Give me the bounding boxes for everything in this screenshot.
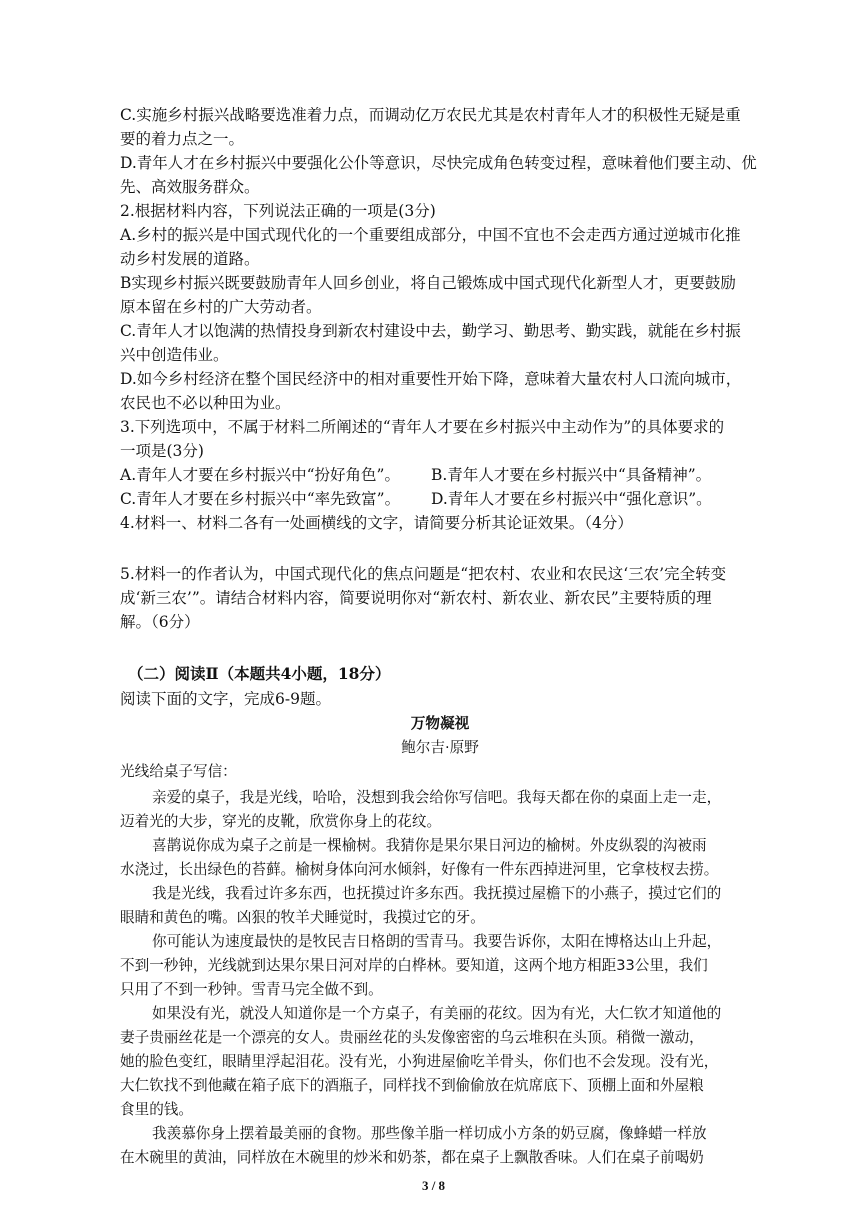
q3-option-d: D.青年人才要在乡村振兴中“强化意识”。 <box>431 490 712 508</box>
section-instruction: 阅读下面的文字，完成6-9题。 <box>120 690 331 708</box>
story-opening: 光线给桌子写信： <box>120 763 237 780</box>
q2-option-b-cont: 原本留在乡村的广大劳动者。 <box>120 298 322 316</box>
story-line: 食里的钱。 <box>120 1101 193 1118</box>
q3-option-c: C.青年人才要在乡村振兴中“率先致富”。 <box>120 490 401 508</box>
q1-option-d: D.青年人才在乡村振兴中要强化公仆等意识，尽快完成角色转变过程，意味着他们要主动、优 <box>120 154 757 172</box>
q2-option-a: A.乡村的振兴是中国式现代化的一个重要组成部分，中国不宜也不会走西方通过逆城市化推 <box>120 226 741 244</box>
q2-stem: 2.根据材料内容，下列说法正确的一项是(3分) <box>120 202 436 220</box>
story-author: 鲍尔吉·原野 <box>401 739 479 756</box>
story-line: 我是光线，我看过许多东西，也抚摸过许多东西。我抚摸过屋檐下的小燕子，摸过它们的 <box>152 885 722 902</box>
q2-option-d: D.如今乡村经济在整个国民经济中的相对重要性开始下降，意味着大量农村人口流向城市， <box>120 370 742 388</box>
story-line: 妻子贵丽丝花是一个漂亮的女人。贵丽丝花的头发像密密的乌云堆积在头顶。稍微一激动， <box>120 1029 704 1046</box>
q3-option-a: A.青年人才要在乡村振兴中“扮好角色”。 <box>120 466 400 484</box>
story-line: 水浇过，长出绿色的苔藓。榆树身体向河水倾斜，好像有一件东西掉进河里，它拿枝杈去捞。 <box>120 861 719 878</box>
q2-option-b: B实现乡村振兴既要鼓励青年人回乡创业，将自己锻炼成中国式现代化新型人才，更要鼓励 <box>120 274 736 292</box>
story-title: 万物凝视 <box>410 715 470 732</box>
q3-stem: 3.下列选项中，不属于材料二所阐述的“青年人才要在乡村振兴中主动作为”的具体要求的 <box>120 418 725 436</box>
q5-line-2: 成‘新三农’”。请结合材料内容，简要说明你对“新农村、新农业、新农民”主要特质的理 <box>120 589 712 607</box>
story-line: 如果没有光，就没人知道你是一个方桌子，有美丽的花纹。因为有光，大仁钦才知道他的 <box>152 1005 722 1022</box>
story-line: 我羡慕你身上摆着最美丽的食物。那些像羊脂一样切成小方条的奶豆腐，像蜂蜡一样放 <box>152 1125 707 1142</box>
story-line: 只用了不到一秒钟。雪青马完全做不到。 <box>120 981 383 998</box>
story-line: 在木碗里的黄油，同样放在木碗里的炒米和奶茶，都在桌子上飘散香味。人们在桌子前喝奶 <box>120 1149 704 1166</box>
q1-option-c-cont: 要的着力点之一。 <box>120 130 245 148</box>
q1-option-c: C.实施乡村振兴战略要选准着力点，而调动亿万农民尤其是农村青年人才的积极性无疑是重 <box>120 106 741 124</box>
q3-option-b: B.青年人才要在乡村振兴中“具备精神”。 <box>431 466 712 484</box>
story-line: 大仁钦找不到他藏在箱子底下的酒瓶子，同样找不到偷偷放在炕席底下、顶棚上面和外屋粮 <box>120 1077 704 1094</box>
story-line: 亲爱的桌子，我是光线，哈哈，没想到我会给你写信吧。我每天都在你的桌面上走一走， <box>152 789 722 806</box>
q5-line-1: 5.材料一的作者认为，中国式现代化的焦点问题是“把农村、农业和农民这‘三农’完全转变 <box>120 565 727 583</box>
story-line: 喜鹊说你成为桌子之前是一棵榆树。我猜你是果尔果日河边的榆树。外皮纵裂的沟被雨 <box>152 837 707 854</box>
story-line: 迈着光的大步，穿光的皮靴，欣赏你身上的花纹。 <box>120 813 442 830</box>
q2-option-a-cont: 动乡村发展的道路。 <box>120 250 260 268</box>
section-heading: （二）阅读Ⅱ（本题共4小题，18分） <box>128 664 391 683</box>
story-line: 她的脸色变红，眼睛里浮起泪花。没有光，小狗进屋偷吃羊骨头，你们也不会发现。没有光， <box>120 1053 719 1070</box>
q4-stem: 4.材料一、材料二各有一处画横线的文字，请简要分析其论证效果。（4分） <box>120 514 633 532</box>
story-line: 眼睛和黄色的嘴。凶狠的牧羊犬睡觉时，我摸过它的牙。 <box>120 909 485 926</box>
q5-line-3: 解。（6分） <box>120 613 200 631</box>
q2-option-c-cont: 兴中创造伟业。 <box>120 346 229 364</box>
q3-stem-cont: 一项是(3分) <box>120 442 204 460</box>
q2-option-d-cont: 农民也不必以种田为业。 <box>120 394 291 412</box>
story-line: 不到一秒钟，光线就到达果尔果日河对岸的白桦林。要知道，这两个地方相距33公里，我们 <box>120 957 708 974</box>
story-line: 你可能认为速度最快的是牧民吉日格朗的雪青马。我要告诉你，太阳在博格达山上升起， <box>152 933 722 950</box>
q1-option-d-cont: 先、高效服务群众。 <box>120 178 260 196</box>
q2-option-c: C.青年人才以饱满的热情投身到新农村建设中去，勤学习、勤思考、勤实践，就能在乡村振 <box>120 322 741 340</box>
page-number: 3 / 8 <box>421 1178 446 1193</box>
